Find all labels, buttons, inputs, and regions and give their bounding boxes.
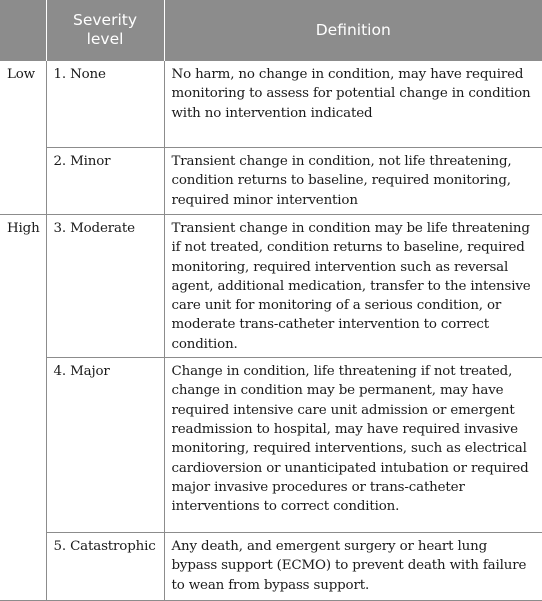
table-row: [0, 533, 542, 601]
group-label-low: Low: [0, 61, 46, 215]
table-row: [0, 358, 542, 533]
severity-level-cell: 5. Catastrophic: [46, 533, 164, 601]
header-definition: Definition: [164, 0, 542, 61]
header-severity-level: [46, 0, 164, 61]
table-row: [0, 148, 542, 215]
header-group-cell: [0, 0, 46, 61]
definition-cell: No harm, no change in condition, may have required monitoring to assess for potential change in condition with no intervention indicated: [164, 61, 542, 148]
header-severity-line2: level: [86, 30, 124, 48]
table-row: [0, 61, 542, 148]
header-severity-line1: Severity: [72, 11, 137, 29]
table-header-row: [0, 0, 542, 61]
severity-level-cell: 4. Major: [46, 358, 164, 533]
definition-cell: Any death, and emergent surgery or heart lung bypass support (ECMO) to prevent death with failure to wean from bypass support.: [164, 533, 542, 601]
group-label-high: High: [0, 215, 46, 601]
definition-cell: Transient change in condition, not life threatening, condition returns to baseline, required monitoring, required minor intervention: [164, 148, 542, 215]
severity-level-cell: 1. None: [46, 61, 164, 148]
severity-level-cell: 2. Minor: [46, 148, 164, 215]
table-row: [0, 215, 542, 358]
definition-cell: Change in condition, life threatening if not treated, change in condition may be permanent, may have required intensive care unit admission or emergent readmission to hospital, may have required invasive monitoring, required interventions, such as electrical cardioversion or unanticipated intubation or required major invasive procedures or trans-catheter interventions to correct condition.: [164, 358, 542, 533]
definition-cell: Transient change in condition may be life threatening if not treated, condition returns to baseline, required monitoring, required intervention such as reversal agent, additional medication, transfer to the intensive care unit for monitoring of a serious condition, or moderate trans-catheter intervention to correct condition.: [164, 215, 542, 358]
severity-level-cell: 3. Moderate: [46, 215, 164, 358]
